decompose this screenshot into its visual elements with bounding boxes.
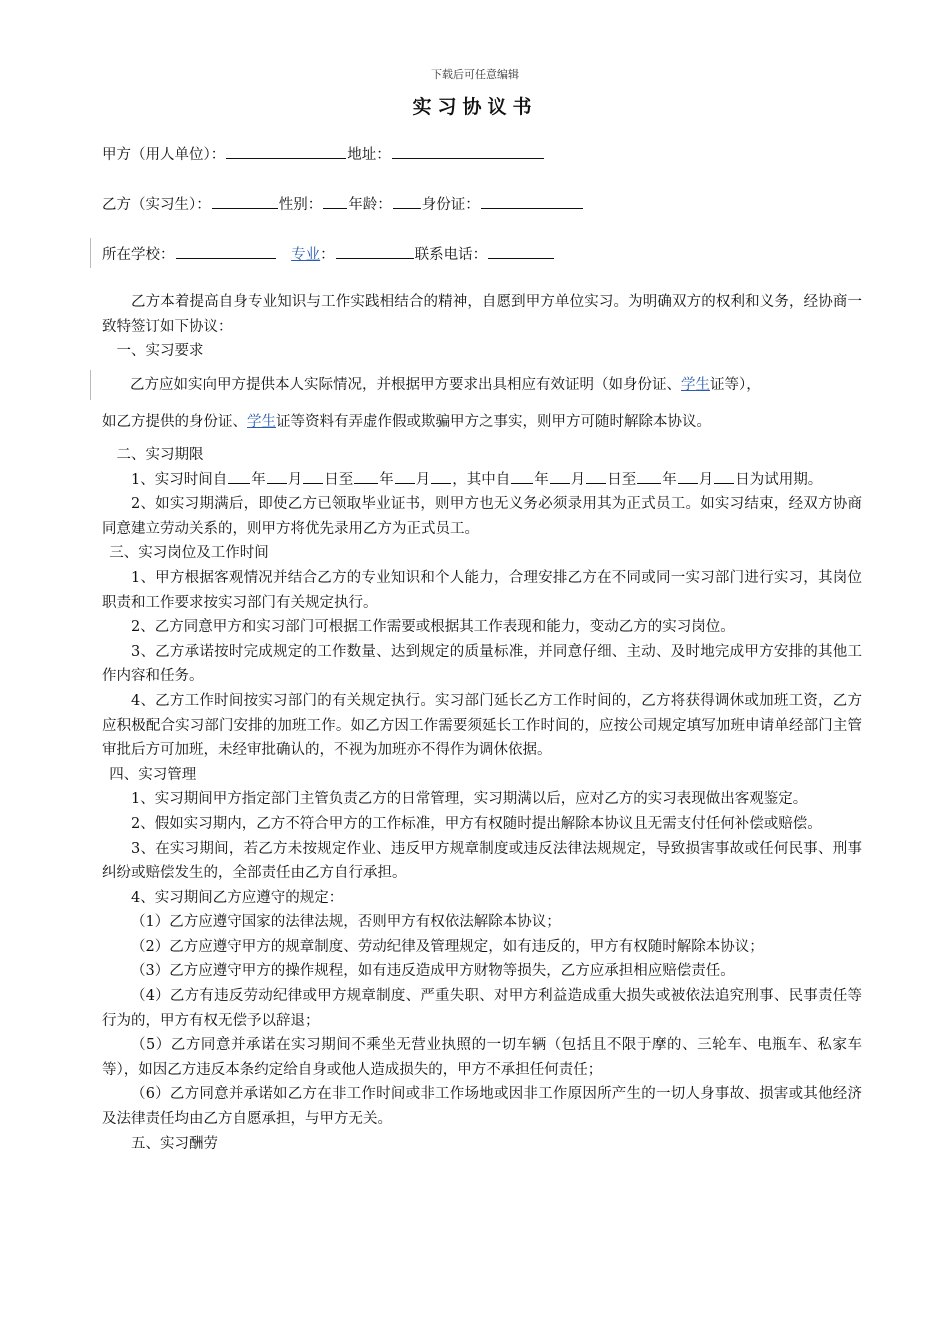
intro-block [102,290,862,364]
main-body [102,443,862,1156]
phone-label: 联系电话： [414,247,488,263]
age-label: 年龄： [348,197,392,213]
party-a-blank[interactable] [226,143,346,159]
sec2-item-2: 2、如实习期满后，即使乙方已领取毕业证书，则甲方也无义务必须录用其为正式员工。如实习结束，经双方协商同意建立劳动关系的，则甲方将优先录用乙方为正式员工。 [102,496,862,537]
section-4-heading: 四、实习管理 [109,766,197,783]
sec1-text-3: 如乙方提供的身份证、 [102,414,247,430]
document-title: 实习协议书 [412,96,538,118]
header-note: 下载后可任意编辑 [431,68,519,81]
sec1-text-2: 证等）， [710,377,761,393]
sec4-item: 4、实习期间乙方应遵守的规定： [131,889,344,906]
gender-label: 性别： [278,197,323,213]
sec4-item: 2、假如实习期内，乙方不符合甲方的工作标准，甲方有权随时提出解除本协议且无需支付任何补偿或赔偿。 [131,815,822,832]
gender-blank[interactable] [323,193,347,209]
school-blank[interactable] [176,243,276,259]
sec1-line-1 [130,375,761,395]
section-5-heading: 五、实习酬劳 [131,1135,218,1152]
major-colon: ： [320,247,335,263]
major-link[interactable]: 专业 [291,247,321,263]
sec4-rule: （6）乙方同意并承诺如乙方在非工作时间或非工作场地或因非工作原因所产生的一切人身事故、损害或其他经济及法律责任均由乙方自愿承担，与甲方无关。 [102,1086,862,1128]
sec3-item: 4、乙方工作时间按实习部门的有关规定执行。实习部门延长乙方工作时间的，乙方将获得调休或加班工资，乙方应积极配合实习部门安排的加班工作。如乙方因工作需要须延长工作时间的，应按公司规定填写加班申请单经部门主管审批后方可加班，未经审批确认的，不视为加班亦不得作为调休依据。 [102,692,862,759]
student-link-2[interactable]: 学生 [247,414,276,430]
sec1-text-1: 乙方应如实向甲方提供本人实际情况，并根据甲方要求出具相应有效证明（如身份证、 [130,377,681,393]
sec3-item: 1、甲方根据客观情况并结合乙方的专业知识和个人能力，合理安排乙方在不同或同一实习部门进行实习，其岗位职责和工作要求按实习部门有关规定执行。 [102,569,862,611]
intro-paragraph: 乙方本着提高自身专业知识与工作实践相结合的精神，自愿到甲方单位实习。为明确双方的权利和义务，经协商一致特签订如下协议： [102,294,862,335]
sec1-text-4: 证等资料有弄虚作假或欺骗甲方之事实，则甲方可随时解除本协议。 [276,414,711,430]
id-blank[interactable] [481,193,583,209]
school-line [102,243,555,265]
address-blank[interactable] [392,143,544,159]
sec4-rule: （5）乙方同意并承诺在实习期间不乘坐无营业执照的一切车辆（包括且不限于摩的、三轮车、电瓶车、私家车等），如因乙方违反本条约定给自身或他人造成损失的，甲方不承担任何责任； [102,1037,862,1078]
school-label: 所在学校： [102,247,175,263]
id-label: 身份证： [421,197,480,213]
section-3-heading: 三、实习岗位及工作时间 [109,545,269,562]
section-2-heading: 二、实习期限 [116,447,204,463]
sec1-line-2 [102,412,711,432]
party-a-label: 甲方（用人单位）： [102,147,226,163]
sec4-rule: （1）乙方应遵守国家的法律法规，否则甲方有权依法解除本协议； [131,914,561,931]
sec3-item: 3、乙方承诺按时完成规定的工作数量、达到规定的质量标准，并同意仔细、主动、及时地完成甲方安排的其他工作内容和任务。 [102,643,862,685]
party-b-label: 乙方（实习生）： [102,197,211,213]
sec4-item: 3、在实习期间，若乙方未按规定作业、违反甲方规章制度或违反法律法规规定，导致损害事故或任何民事、刑事纠纷或赔偿发生的，全部责任由乙方自行承担。 [102,840,862,882]
sec4-rule: （4）乙方有违反劳动纪律或甲方规章制度、严重失职、对甲方利益造成重大损失或被依法追究刑事、民事责任等行为的，甲方有权无偿予以辞退； [102,988,862,1029]
sec4-rule: （2）乙方应遵守甲方的规章制度、劳动纪律及管理规定，如有违反的，甲方有权随时解除本协议； [131,938,764,955]
party-b-blank[interactable] [212,193,278,209]
phone-blank[interactable] [488,243,554,259]
age-blank[interactable] [393,193,421,209]
sec2-item-1: 1、实习时间自 年 月 日至 年 月 ，其中自 年 月 日至 年 月 日为试用期。 [102,468,862,493]
sec3-item: 2、乙方同意甲方和实习部门可根据工作需要或根据其工作表现和能力，变动乙方的实习岗位。 [131,619,735,636]
student-link-1[interactable]: 学生 [681,377,710,393]
margin-bar-2 [90,370,91,400]
sec4-rule: （3）乙方应遵守甲方的操作规程，如有违反造成甲方财物等损失，乙方应承担相应赔偿责任。 [131,963,735,980]
sec4-item: 1、实习期间甲方指定部门主管负责乙方的日常管理，实习期满以后，应对乙方的实习表现做出客观鉴定。 [131,791,808,808]
major-blank[interactable] [336,243,414,259]
address-label: 地址： [347,147,391,163]
party-a-line [102,143,545,165]
section-1-heading: 一、实习要求 [116,343,204,360]
margin-bar [90,238,91,268]
party-b-line [102,193,584,215]
